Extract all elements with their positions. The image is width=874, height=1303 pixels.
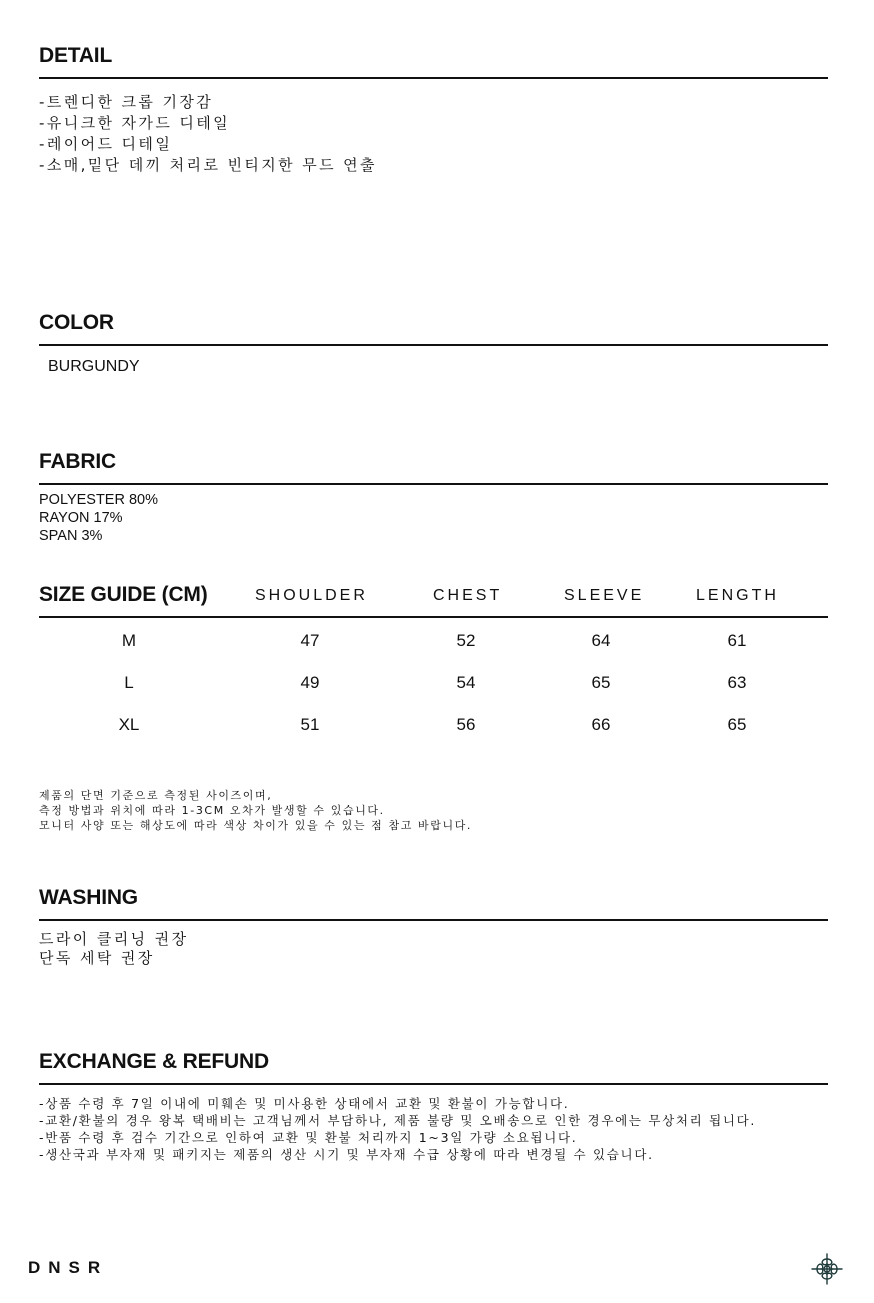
fabric-title: FABRIC	[39, 450, 116, 473]
detail-line: -유니크한 자가드 디테일	[39, 114, 231, 132]
size-value: 66	[591, 715, 611, 734]
color-value: BURGUNDY	[48, 358, 140, 375]
exchange-line: -반품 수령 후 검수 기간으로 인하여 교환 및 환불 처리까지 1~3일 가량 소요됩니다.	[39, 1130, 578, 1145]
size-value: 65	[591, 673, 611, 692]
detail-line: -소매,밑단 데끼 처리로 빈티지한 무드 연출	[39, 156, 377, 174]
detail-title: DETAIL	[39, 44, 113, 67]
detail-line: -트렌디한 크롭 기장감	[39, 93, 214, 111]
size-col-sleeve: SLEEVE	[564, 587, 645, 604]
size-note-line: 모니터 사양 또는 해상도에 따라 색상 차이가 있을 수 있는 점 참고 바랍니다.	[39, 819, 473, 832]
washing-line: 드라이 클리닝 권장	[39, 930, 189, 948]
size-value: 47	[300, 631, 320, 650]
size-label: L	[124, 673, 134, 692]
exchange-title: EXCHANGE & REFUND	[39, 1050, 269, 1073]
fabric-line: SPAN 3%	[39, 528, 103, 544]
size-value: 51	[300, 715, 320, 734]
fabric-line: POLYESTER 80%	[39, 492, 159, 508]
size-notes	[39, 788, 472, 833]
detail-divider	[39, 77, 828, 79]
size-label: XL	[118, 715, 140, 734]
size-col-length: LENGTH	[696, 587, 779, 604]
exchange-line: -생산국과 부자재 및 패키지는 제품의 생산 시기 및 부자재 수급 상황에 따라 변경될 수 있습니다.	[39, 1147, 654, 1162]
size-note-line: 측정 방법과 위치에 따라 1-3CM 오차가 발생할 수 있습니다.	[39, 804, 385, 817]
size-value: 54	[456, 673, 476, 692]
size-label: M	[121, 631, 137, 650]
size-value: 49	[300, 673, 320, 692]
detail-list	[39, 92, 377, 176]
color-title: COLOR	[39, 311, 114, 334]
washing-list	[39, 930, 188, 968]
size-guide-divider	[39, 616, 828, 618]
washing-line: 단독 세탁 권장	[39, 949, 155, 967]
detail-line: -레이어드 디테일	[39, 135, 173, 153]
exchange-line: -상품 수령 후 7일 이내에 미훼손 및 미사용한 상태에서 교환 및 환불이 가능합니다.	[39, 1096, 570, 1111]
size-value: 64	[591, 631, 611, 650]
exchange-divider	[39, 1083, 828, 1085]
fabric-line: RAYON 17%	[39, 510, 123, 526]
size-value: 52	[456, 631, 476, 650]
size-note-line: 제품의 단면 기준으로 측정된 사이즈이며,	[39, 789, 273, 802]
size-col-chest: CHEST	[433, 587, 503, 604]
brand-logo: DNSR	[28, 1258, 109, 1277]
size-value: 56	[456, 715, 476, 734]
fabric-list	[39, 491, 158, 545]
color-divider	[39, 344, 828, 346]
size-value: 61	[727, 631, 747, 650]
size-col-shoulder: SHOULDER	[255, 587, 368, 604]
size-guide-title: SIZE GUIDE (CM)	[39, 583, 208, 606]
size-value: 65	[727, 715, 747, 734]
size-value: 63	[727, 673, 747, 692]
fabric-divider	[39, 483, 828, 485]
washing-title: WASHING	[39, 886, 138, 909]
washing-divider	[39, 919, 828, 921]
exchange-list	[39, 1095, 756, 1163]
exchange-line: -교환/환불의 경우 왕복 택배비는 고객님께서 부담하나, 제품 불량 및 오배송으로 인한 경우에는 무상처리 됩니다.	[39, 1113, 757, 1128]
ornament-cross-icon	[810, 1252, 844, 1286]
